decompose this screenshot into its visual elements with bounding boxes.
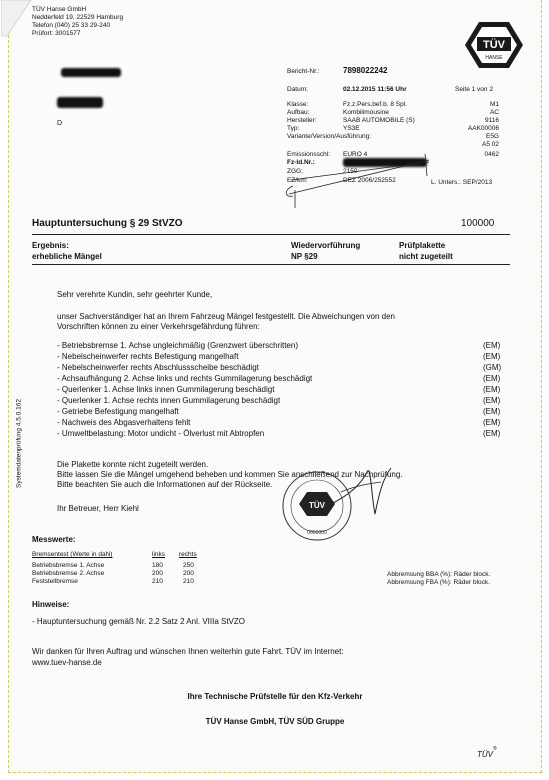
- stamp-number: 0000000: [307, 530, 327, 536]
- stamp-logo-text: TÜV: [309, 501, 325, 510]
- bremse-links: 200: [152, 570, 163, 577]
- intro-line-2: Vorschriften können zu einer Verkehrsgefährdung führen:: [57, 322, 260, 331]
- meta-code-variante-2: A5 02: [482, 141, 499, 148]
- sender-profort: Prüfort: 3001577: [32, 30, 81, 37]
- plakette-line-1: Die Plakette konnte nicht zugeteilt werden.: [57, 460, 209, 469]
- meta-value-typ: YS3E: [343, 125, 360, 132]
- meta-label-fzid: Fz-Id.Nr.:: [287, 159, 315, 166]
- datum-value: 02.12.2015 11:56 Uhr: [343, 86, 407, 93]
- plakette-line-2: Bitte lassen Sie die Mängel umgehend beheben und kommen Sie anschließend zur Nachprüfung.: [57, 470, 403, 479]
- bremse-rechts: 250: [183, 562, 194, 569]
- meta-label-hersteller: Hersteller:: [287, 117, 317, 124]
- thanks-line: Wir danken für Ihren Auftrag und wünschen Ihnen weiterhin gute Fahrt. TÜV im Internet:: [32, 647, 344, 656]
- meta-code-aufbau: AC: [489, 109, 499, 116]
- salutation: Sehr verehrte Kundin, sehr geehrter Kunde,: [57, 290, 213, 299]
- footer-logo: TÜV: [477, 750, 493, 759]
- links-header: links: [152, 551, 166, 558]
- sender-phone: Telefon (040) 25 33 29-240: [32, 22, 111, 29]
- meta-value-klasse: Fz.z.Pers.bef.b. 8 Spl.: [343, 101, 407, 108]
- mangel-code: (EM): [483, 385, 501, 394]
- abbremsung-fba: Abbremsung FBA (%): Räder block.: [387, 579, 490, 586]
- meta-label-typ: Typ:: [287, 125, 300, 132]
- document-page: [8, 0, 542, 773]
- bremse-rechts: 210: [183, 578, 194, 585]
- mangel-code: (GM): [483, 363, 502, 372]
- km-value: 100000: [461, 218, 495, 229]
- meta-value-aufbau: Kombilimousine: [343, 109, 389, 116]
- meta-value-ez: DEZ 2006/252552: [343, 177, 396, 184]
- meta-label-emission: Emissionsschl:: [287, 151, 330, 158]
- ergebnis-value: erhebliche Mängel: [32, 252, 102, 261]
- tuv-stamp-icon: [271, 464, 411, 548]
- ergebnis-label: Ergebnis:: [32, 241, 69, 250]
- footer-line-1: Ihre Technische Prüfstelle für den Kfz-Verkehr: [187, 692, 363, 701]
- letzte-untersuchung: L. Unters.: SEP/2013: [431, 179, 493, 186]
- redacted-name: [61, 68, 121, 77]
- intro-line-1: unser Sachverständiger hat an Ihrem Fahrzeug Mängel festgestellt. Die Abweichungen von den: [57, 312, 395, 321]
- page-indicator: Seite 1 von 2: [455, 86, 493, 93]
- ergebnis-divider: [32, 264, 510, 265]
- meta-value-emission: EURO 4: [343, 151, 368, 158]
- bremsentest-header: Bremsentest (Werte in daN): [32, 551, 113, 558]
- mangel-code: (EM): [483, 429, 501, 438]
- page-title: Hauptuntersuchung § 29 StVZO: [32, 218, 183, 229]
- mangel-code: (EM): [483, 352, 501, 361]
- meta-value-zgg: 2150: [343, 168, 358, 175]
- mangel-item: - Querlenker 1. Achse links innen Gummilagerung beschädigt: [57, 385, 275, 394]
- bremse-links: 180: [152, 562, 163, 569]
- tuv-logo-icon: [463, 20, 525, 70]
- meta-value-hersteller: SAAB AUTOMOBILE (S): [343, 117, 415, 124]
- redacted-address: [57, 97, 103, 108]
- hinweise-title: Hinweise:: [32, 600, 70, 609]
- mangel-code: (EM): [483, 341, 501, 350]
- meta-label-klasse: Klasse:: [287, 101, 309, 108]
- abbremsung-bba: Abbremsung BBA (%): Räder block.: [387, 571, 491, 578]
- datum-label: Datum:: [287, 86, 308, 93]
- meta-code-klasse: M1: [489, 101, 499, 108]
- messwerte-title: Messwerte:: [32, 535, 76, 544]
- bremse-rechts: 200: [183, 570, 194, 577]
- website-link[interactable]: www.tuev-hanse.de: [32, 658, 102, 667]
- sender-name: TÜV Hanse GmbH: [32, 6, 87, 13]
- title-divider: [32, 234, 510, 235]
- mangel-item: - Betriebsbremse 1. Achse ungleichmäßig (Grenzwert überschritten): [57, 341, 298, 350]
- mangel-code: (EM): [483, 407, 501, 416]
- betreuer: Ihr Betreuer, Herr Kiehl: [57, 504, 139, 513]
- pruefplakette-label: Prüfplakette: [399, 241, 446, 250]
- bremse-label: Betriebsbremse 2. Achse: [32, 570, 105, 577]
- bremse-label: Betriebsbremse 1. Achse: [32, 562, 105, 569]
- meta-code-variante: E5G: [485, 133, 499, 140]
- meta-label-variante: Variante/Version/Ausführung:: [287, 133, 372, 140]
- bericht-label: Bericht-Nr.:: [287, 68, 320, 75]
- pen-scribble-icon: [279, 150, 439, 210]
- bremse-label: Feststellbremse: [32, 578, 78, 585]
- mangel-item: - Querlenker 1. Achse rechts innen Gummilagerung beschädigt: [57, 396, 281, 405]
- mangel-code: (EM): [483, 396, 501, 405]
- wiedervorfuehrung-label: Wiedervorführung: [291, 241, 361, 250]
- meta-code-hersteller: 9116: [485, 117, 499, 124]
- registered-mark-icon: ®: [493, 746, 497, 752]
- meta-label-ez: EZ/km:: [287, 177, 308, 184]
- wiedervorfuehrung-value: NP §29: [291, 252, 318, 261]
- mangel-item: - Nebelscheinwerfer rechts Abschlussscheibe beschädigt: [57, 363, 259, 372]
- mangel-item: - Nachweis des Abgasverhaltens fehlt: [57, 418, 191, 427]
- meta-code-typ: AAK00006: [467, 125, 499, 132]
- mangel-code: (EM): [483, 418, 501, 427]
- logo-text: TÜV: [483, 39, 505, 51]
- bremse-links: 210: [152, 578, 163, 585]
- folded-corner-icon: [1, 0, 37, 40]
- sender-street: Nedderfeld 19, 22529 Hamburg: [32, 14, 124, 21]
- plakette-line-3: Bitte beachten Sie auch die Informationen auf der Rückseite.: [57, 480, 273, 489]
- rechts-header: rechts: [179, 551, 197, 558]
- mangel-code: (EM): [483, 374, 501, 383]
- mangel-item: - Nebelscheinwerfer rechts Befestigung mangelhaft: [57, 352, 239, 361]
- hinweise-text: - Hauptuntersuchung gemäß Nr. 2.2 Satz 2 Anl. VIIIa StVZO: [32, 617, 245, 626]
- meta-code-emission: 0462: [484, 151, 499, 158]
- side-system-text: Systemdatenprüfung 4.5.0.162: [15, 399, 23, 488]
- logo-sub: HANSE: [485, 55, 503, 61]
- pruefplakette-value: nicht zugeteilt: [399, 252, 453, 261]
- recipient-country: D: [57, 120, 63, 127]
- footer-line-2: TÜV Hanse GmbH, TÜV SÜD Gruppe: [205, 717, 345, 726]
- mangel-item: - Umweltbelastung: Motor undicht - Ölverlust mit Abtropfen: [57, 429, 265, 438]
- mangel-item: - Achsaufhängung 2. Achse links und rechts Gummilagerung beschädigt: [57, 374, 313, 383]
- mangel-item: - Getriebe Befestigung mangelhaft: [57, 407, 179, 416]
- meta-label-zgg: ZGG:: [287, 168, 303, 175]
- bericht-value: 7898022242: [343, 66, 388, 75]
- meta-label-aufbau: Aufbau:: [287, 109, 310, 116]
